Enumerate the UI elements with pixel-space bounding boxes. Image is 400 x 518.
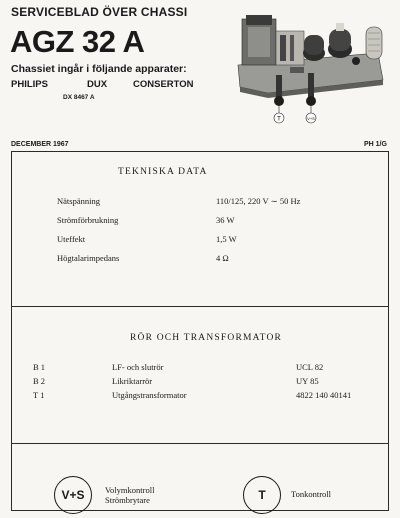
- tech-label-impedance: Högtalarimpedans: [57, 253, 120, 263]
- tone-control-label: Tonkontroll: [291, 489, 332, 499]
- issue-date: DECEMBER 1967: [11, 141, 69, 148]
- section-divider-2: [11, 443, 389, 444]
- brand-conserton: CONSERTON: [133, 79, 194, 90]
- volume-control-label: Volymkontroll: [105, 485, 155, 495]
- callout-vs-label: V+S: [307, 116, 315, 122]
- tube-ref-t1: T 1: [33, 390, 45, 400]
- power-switch-label: Strömbrytare: [105, 495, 150, 505]
- tubes-title: RÖR OCH TRANSFORMATOR: [130, 333, 283, 343]
- tube-desc-t1: Utgångstransformator: [112, 390, 187, 400]
- tech-label-output: Uteffekt: [57, 234, 86, 244]
- chassis-illustration: [228, 5, 388, 125]
- section-divider-1: [11, 306, 389, 307]
- tube-part-t1: 4822 140 40141: [296, 390, 352, 400]
- brand-philips: PHILIPS: [11, 79, 48, 90]
- volume-switch-symbol-icon: [54, 476, 92, 514]
- callout-t-label: T: [277, 116, 281, 123]
- tech-value-power: 36 W: [216, 215, 235, 225]
- dx-code: DX 8467 A: [63, 94, 95, 101]
- tech-value-impedance: 4 Ω: [216, 253, 229, 263]
- tech-label-mains: Nätspänning: [57, 196, 100, 206]
- tube-part-b2: UY 85: [296, 376, 319, 386]
- document-title: SERVICEBLAD ÖVER CHASSI: [11, 5, 188, 19]
- model-number: AGZ 32 A: [10, 24, 145, 59]
- chassis-subtitle: Chassiet ingår i följande apparater:: [11, 63, 187, 75]
- tube-part-b1: UCL 82: [296, 362, 324, 372]
- volume-switch-symbol: V+S: [61, 488, 85, 502]
- tube-ref-b1: B 1: [33, 362, 46, 372]
- tech-data-title: TEKNISKA DATA: [118, 167, 208, 177]
- tech-value-mains: 110/125, 220 V ∼ 50 Hz: [216, 196, 301, 206]
- tube-ref-b2: B 2: [33, 376, 46, 386]
- page-reference: PH 1/G: [364, 141, 387, 148]
- tech-label-power: Strömförbrukning: [57, 215, 119, 225]
- chassis-photo: [228, 5, 388, 125]
- tone-control-symbol: T: [258, 488, 266, 502]
- tone-control-symbol-icon: [243, 476, 281, 514]
- tube-desc-b2: Likriktarrör: [112, 376, 153, 386]
- tube-desc-b1: LF- och slutrör: [112, 362, 164, 372]
- tech-value-output: 1,5 W: [216, 234, 237, 244]
- brand-dux: DUX: [87, 79, 108, 90]
